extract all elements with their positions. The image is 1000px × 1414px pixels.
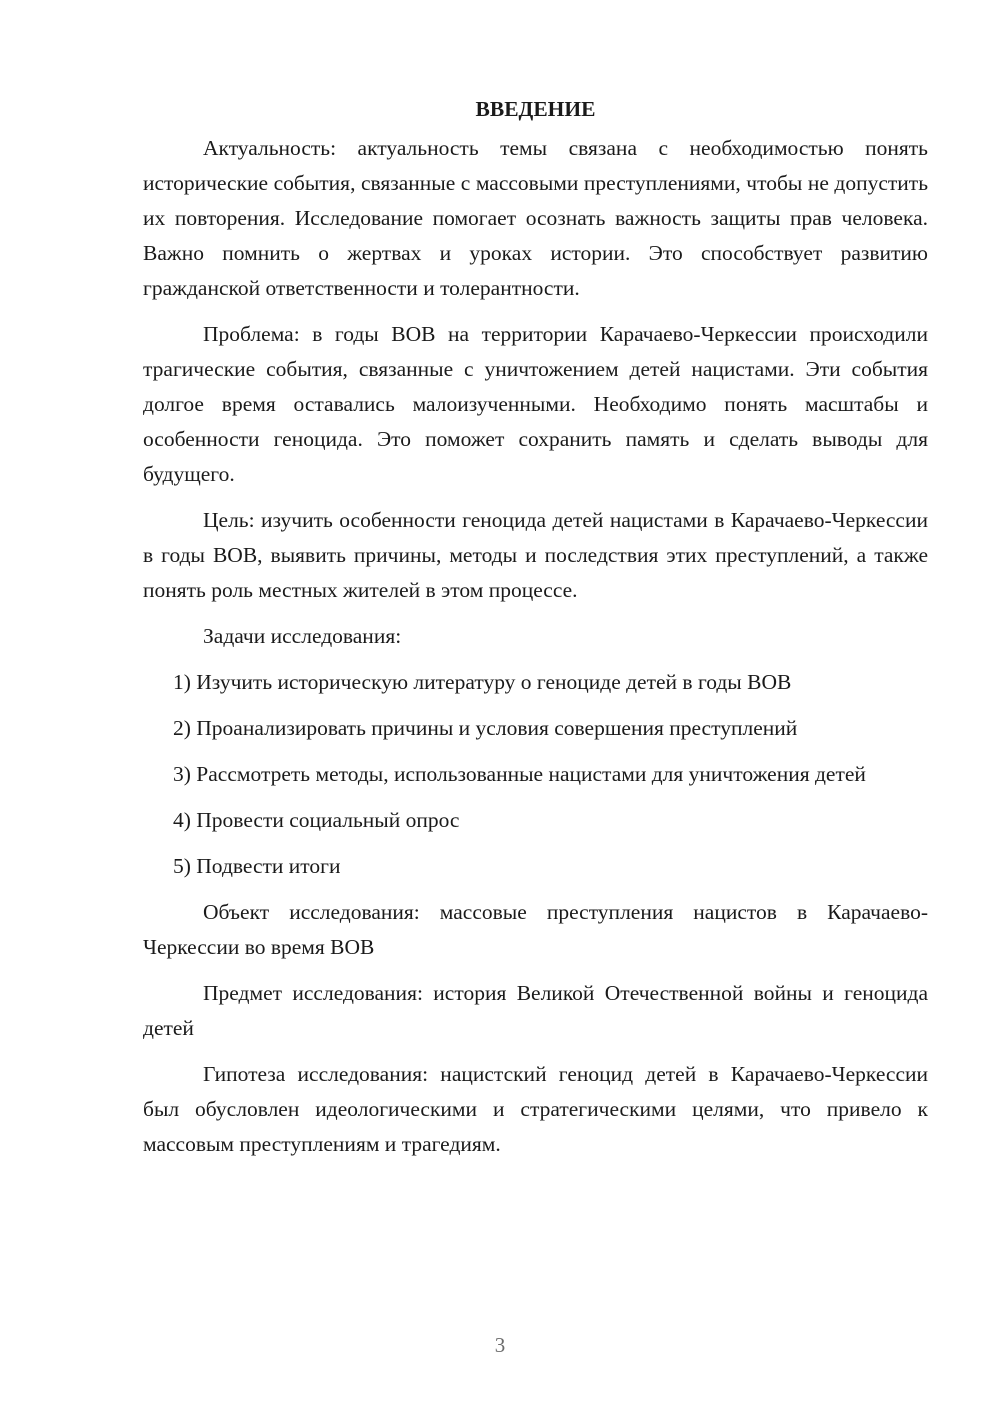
hypothesis-paragraph: Гипотеза исследования: нацистский геноцид детей в Карачаево-Черкессии был обусловлен идеологическими и стратегическими целями, что привело к массовым преступлениям и трагедиям. [143, 1062, 928, 1156]
page-number: 3 [494, 1333, 506, 1357]
goal-paragraph: Цель: изучить особенности геноцида детей нацистами в Карачаево-Черкессии в годы ВОВ, выявить причины, методы и последствия этих преступлений, а также понять роль местных жителей в этом процессе. [143, 508, 928, 602]
task-item-5: 5) Подвести итоги [173, 854, 341, 878]
section-title: ВВЕДЕНИЕ [475, 97, 596, 121]
document-page [143, 92, 928, 1173]
subject-paragraph: Предмет исследования: история Великой Отечественной войны и геноцида детей [143, 981, 928, 1040]
task-item-4: 4) Провести социальный опрос [173, 808, 460, 832]
task-item-3: 3) Рассмотреть методы, использованные нацистами для уничтожения детей [173, 762, 866, 786]
problem-paragraph: Проблема: в годы ВОВ на территории Карачаево-Черкессии происходили трагические события, связанные с уничтожением детей нацистами. Эти события долгое время оставались малоизученными. Необходимо понять масштабы и особенности геноцида. Это поможет сохранить память и сделать выводы для будущего. [143, 322, 928, 486]
task-item-1: 1) Изучить историческую литературу о геноциде детей в годы ВОВ [173, 670, 792, 694]
relevance-paragraph: Актуальность: актуальность темы связана с необходимостью понять исторические события, связанные с массовыми преступлениями, чтобы не допустить их повторения. Исследование помогает осознать важность защиты прав человека. Важно помнить о жертвах и уроках истории. Это способствует развитию гражданской ответственности и толерантности. [143, 136, 928, 300]
object-paragraph: Объект исследования: массовые преступления нацистов в Карачаево-Черкессии во время ВОВ [143, 900, 928, 959]
task-item-2: 2) Проанализировать причины и условия совершения преступлений [173, 716, 798, 740]
tasks-heading: Задачи исследования: [203, 624, 402, 648]
